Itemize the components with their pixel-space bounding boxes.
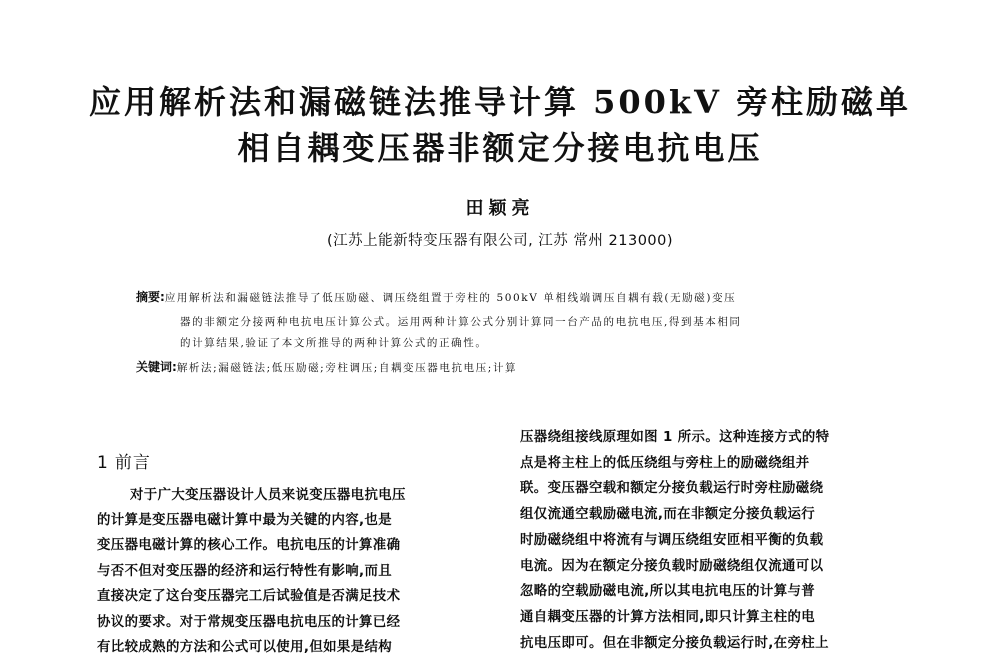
- right-column-line: 忽略的空载励磁电流,所以其电抗电压的计算与普: [520, 584, 816, 599]
- section-heading: [97, 448, 151, 473]
- author-affiliation: (江苏上能新特变压器有限公司, 江苏 常州 213000): [326, 233, 674, 249]
- abstract-line: [136, 290, 736, 305]
- section-title: 前言: [114, 453, 151, 473]
- author-name: 田颖亮: [465, 198, 535, 219]
- keywords-label: 关键词:: [136, 360, 177, 374]
- keywords-text: 解析法;漏磁链法;低压励磁;旁柱调压;自耦变压器电抗电压;计算: [176, 362, 518, 374]
- right-column-line: 联。变压器空载和额定分接负载运行时旁柱励磁绕: [520, 481, 824, 496]
- left-column-line: 对于广大变压器设计人员来说变压器电抗电压: [130, 488, 406, 503]
- right-column-line: 通自耦变压器的计算方法相同,即只计算主柱的电: [520, 610, 816, 625]
- right-column-line: 时励磁绕组中将流有与调压绕组安匝相平衡的负载: [520, 533, 824, 548]
- left-column-line: 协议的要求。对于常规变压器电抗电压的计算已经: [97, 615, 401, 630]
- left-column-line: 直接决定了这台变压器完工后试验值是否满足技术: [97, 589, 401, 604]
- paper-title-line1: 应用解析法和漏磁链法推导计算 500kV 旁柱励磁单: [88, 83, 912, 121]
- section-number: 1: [97, 453, 109, 473]
- abstract-label: 摘要:: [136, 290, 165, 304]
- abstract-text: 应用解析法和漏磁链法推导了低压励磁、调压绕组置于旁柱的 500kV 单相线端调压自耦有载(无励磁)变压: [164, 292, 737, 304]
- right-column-line: 组仅流通空载励磁电流,而在非额定分接负载运行: [520, 507, 816, 522]
- right-column-line: 电流。因为在额定分接负载时励磁绕组仅流通可以: [520, 559, 824, 574]
- right-column-line: 抗电压即可。但在非额定分接负载运行时,在旁柱上: [520, 636, 829, 651]
- right-column-line: 点是将主柱上的低压绕组与旁柱上的励磁绕组并: [520, 456, 810, 471]
- left-column-line: 与否不但对变压器的经济和运行特性有影响,而且: [97, 564, 393, 579]
- paper-title-line2: 相自耦变压器非额定分接电抗电压: [237, 129, 763, 167]
- abstract-line: 的计算结果,验证了本文所推导的两种计算公式的正确性。: [180, 337, 488, 349]
- right-column-line: 压器绕组接线原理如图 1 所示。这种连接方式的特: [520, 430, 830, 445]
- left-column-line: 有比较成熟的方法和公式可以使用,但如果是结构: [97, 640, 393, 655]
- abstract-line: 器的非额定分接两种电抗电压计算公式。运用两种计算公式分别计算同一台产品的电抗电压,得到基本相同: [180, 316, 742, 328]
- left-column-line: 变压器电磁计算的核心工作。电抗电压的计算准确: [97, 538, 401, 553]
- keywords-line: [136, 360, 517, 375]
- left-column-line: 的计算是变压器电磁计算中最为关键的内容,也是: [97, 513, 393, 528]
